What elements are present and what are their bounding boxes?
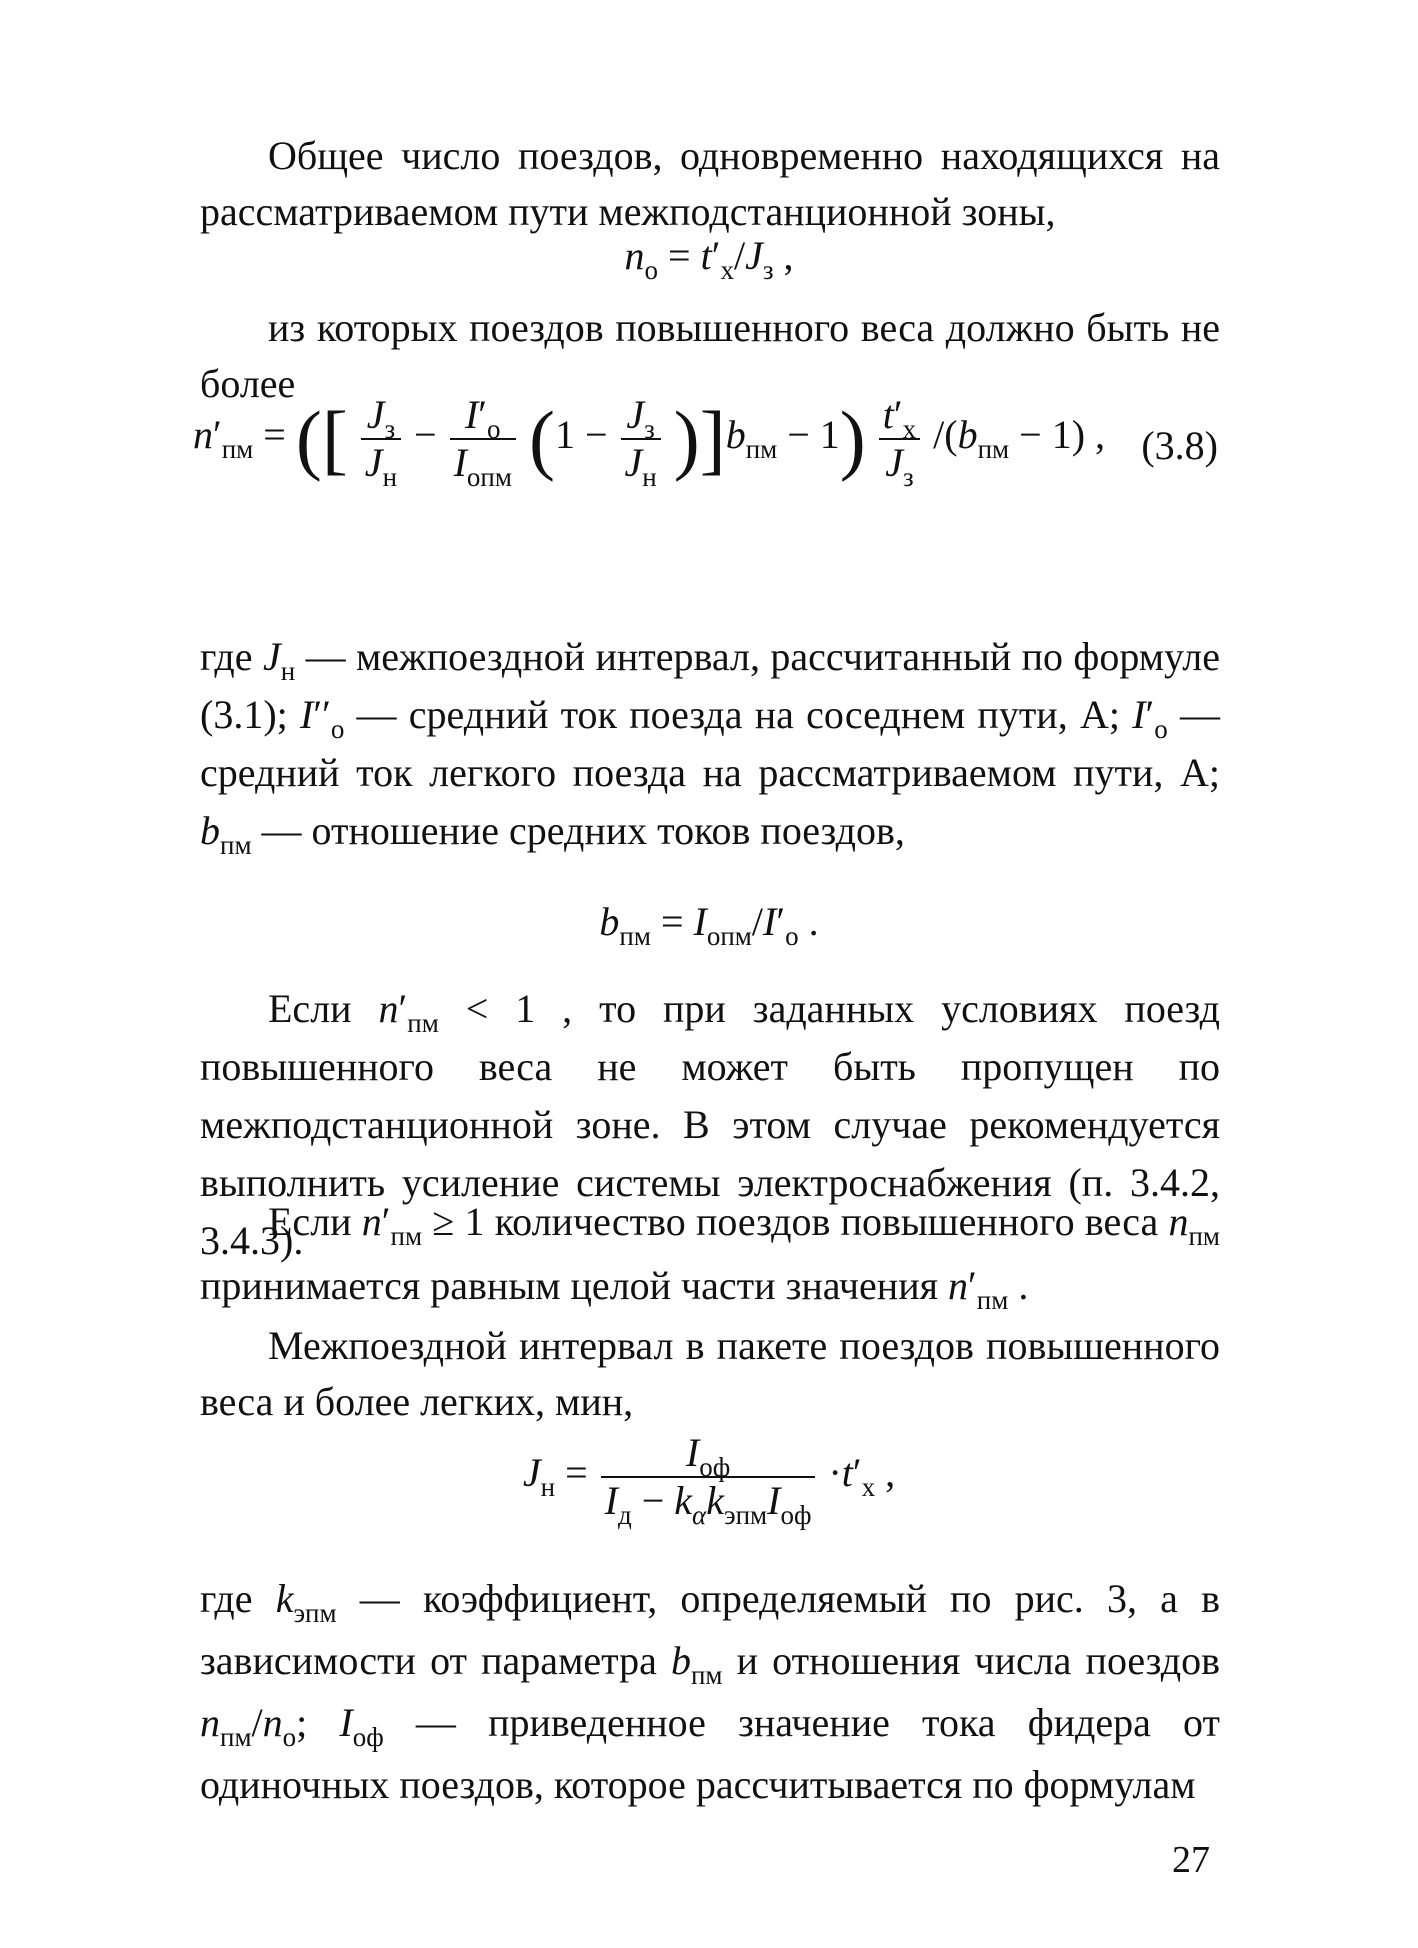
paragraph-where-jn: где $J_н$ — межпоездной интервал, рассчитанный по формуле (3.1); $I''_о$ — средний ток поезда на соседнем пути, А; $I'_о$ — средний ток легкого поезда на рассматриваемом пути, А; $b_{пм}$ — отношение средних токов поездов, (200, 634, 1220, 860)
formula-3-8: $n'_{пм}$ = ([ $\frac{J_з}{J_н}$ − $\frac{I'_о}{I_{опм}}$ (1 − $\frac{J_з}{J_н}$ )]$b_{пм} - 1$) $\frac{t'_х}{J_з}$ $/(b_{пм} - 1)$ , (192, 392, 1106, 492)
paragraph-if-less-than-one: Если $n'_{пм} < 1$ , то при заданных условиях поезд повышенного веса не может быть пропущен по межподстанционной зоне. В этом случае рекомендуется выполнить усиление системы электроснабжения (п. 3.4.2, 3.4.3). (200, 986, 1220, 1263)
paragraph-if-at-least-one: Если $n'_{пм} \ge 1$ количество поездов повышенного веса $n_{пм}$ принимается равным целой части значения $n'_{пм}$ . (200, 1199, 1220, 1315)
paragraph-where-kepm: где $k_{эпм}$ — коэффициент, определяемый по рис. 3, а в зависимости от параметра $b_{пм}$ и отношения числа поездов $n_{пм}/n_о$; $I_{оф}$ — приведенное значение тока фидера от одиночных поездов, которое рассчитывается по формулам (200, 1576, 1220, 1807)
formula-jn: $J_н$ = $\frac{I_{оф}}{I_д - k_\alpha k_{эпм}I_{оф}}$ $\cdot t'_х$ , (522, 1430, 896, 1530)
paragraph-heavy-trains-limit: из которых поездов повышенного веса должно быть не более (200, 305, 1220, 406)
paragraph-total-trains: Общее число поездов, одновременно находящихся на рассматриваемом пути межподстанционной зоны, (200, 133, 1220, 234)
paragraph-interval: Межпоездной интервал в пакете поездов повышенного веса и более легких, мин, (200, 1323, 1220, 1424)
page-number: 27 (1172, 1839, 1210, 1881)
formula-bpm: $b_{пм} = I_{опм}/I'_о$ . (599, 899, 819, 951)
equation-number: (3.8) (1141, 423, 1218, 468)
formula-n0: $n_о = t'_х/J_з$ , (624, 233, 794, 285)
